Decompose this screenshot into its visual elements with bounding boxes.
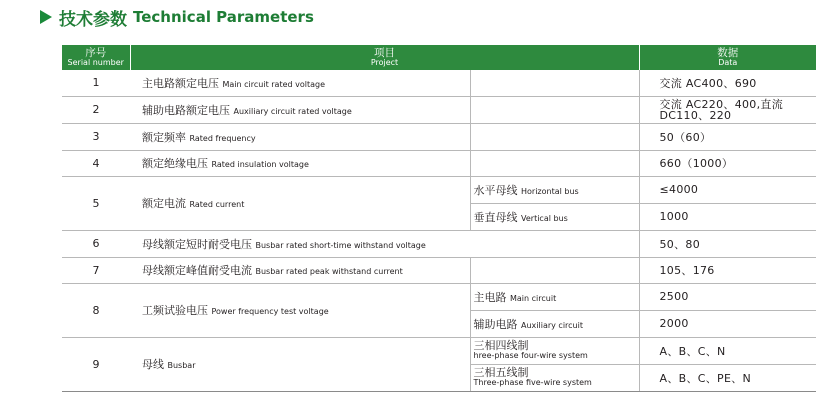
sub-item-cell: 三相四线制 hree-phase four-wire system — [470, 337, 639, 364]
sub-item-cell: 垂直母线 Vertical bus — [470, 203, 639, 230]
column-header-serial: 序号 Serial number — [62, 45, 130, 70]
table-row — [62, 283, 816, 310]
value-cell: 105、176 — [639, 257, 816, 283]
value-cell: 交流 AC220、400,直流 DC110、220 — [639, 96, 816, 123]
table-row — [62, 70, 816, 96]
table-row — [62, 337, 816, 364]
item-cell: 辅助电路额定电压 Auxiliary circuit rated voltage — [130, 96, 470, 123]
serial-cell: 3 — [62, 123, 130, 150]
sub-item-cell: 主电路 Main circuit — [470, 283, 639, 310]
heading-title-zh: 技术参数 — [59, 9, 127, 30]
sub-item-cell — [470, 70, 639, 96]
sub-item-cell: 辅助电路 Auxiliary circuit — [470, 310, 639, 337]
sub-item-cell: 三相五线制 Three-phase five-wire system — [470, 364, 639, 391]
sub-item-cell — [470, 96, 639, 123]
table-header-row — [62, 45, 816, 70]
value-cell: A、B、C、N — [639, 337, 816, 364]
table-row — [62, 150, 816, 176]
sub-item-cell: 水平母线 Horizontal bus — [470, 176, 639, 203]
section-heading — [40, 6, 314, 28]
item-cell: 工频试验电压 Power frequency test voltage — [130, 283, 470, 337]
value-cell: A、B、C、PE、N — [639, 364, 816, 391]
item-cell: 额定电流 Rated current — [130, 176, 470, 230]
serial-cell: 5 — [62, 176, 130, 230]
serial-cell: 9 — [62, 337, 130, 391]
value-cell: 50（60） — [639, 123, 816, 150]
value-cell: 660（1000） — [639, 150, 816, 176]
value-cell: 50、80 — [639, 230, 816, 257]
item-cell: 主电路额定电压 Main circuit rated voltage — [130, 70, 470, 96]
value-cell: 2000 — [639, 310, 816, 337]
value-cell: 2500 — [639, 283, 816, 310]
sub-item-cell — [470, 123, 639, 150]
item-cell: 额定绝缘电压 Rated insulation voltage — [130, 150, 470, 176]
sub-item-cell — [470, 150, 639, 176]
table-row — [62, 96, 816, 123]
serial-cell: 6 — [62, 230, 130, 257]
table-row — [62, 176, 816, 203]
serial-cell: 8 — [62, 283, 130, 337]
item-cell: 母线 Busbar — [130, 337, 470, 391]
table-row — [62, 123, 816, 150]
table-row — [62, 230, 816, 257]
item-cell: 额定频率 Rated frequency — [130, 123, 470, 150]
heading-title-en: Technical Parameters — [133, 8, 314, 26]
play-triangle-icon — [40, 10, 52, 24]
table-row — [62, 257, 816, 283]
item-cell: 母线额定短时耐受电压 Busbar rated short-time withstand voltage — [130, 230, 639, 257]
value-cell: 交流 AC400、690 — [639, 70, 816, 96]
column-header-project: 项目 Project — [130, 45, 639, 70]
serial-cell: 1 — [62, 70, 130, 96]
value-cell: ≤4000 — [639, 176, 816, 203]
technical-parameters-table — [62, 45, 816, 392]
item-cell: 母线额定峰值耐受电流 Busbar rated peak withstand current — [130, 257, 470, 283]
column-header-data: 数据 Data — [639, 45, 816, 70]
serial-cell: 4 — [62, 150, 130, 176]
sub-item-cell — [470, 257, 639, 283]
serial-cell: 2 — [62, 96, 130, 123]
serial-cell: 7 — [62, 257, 130, 283]
value-cell: 1000 — [639, 203, 816, 230]
